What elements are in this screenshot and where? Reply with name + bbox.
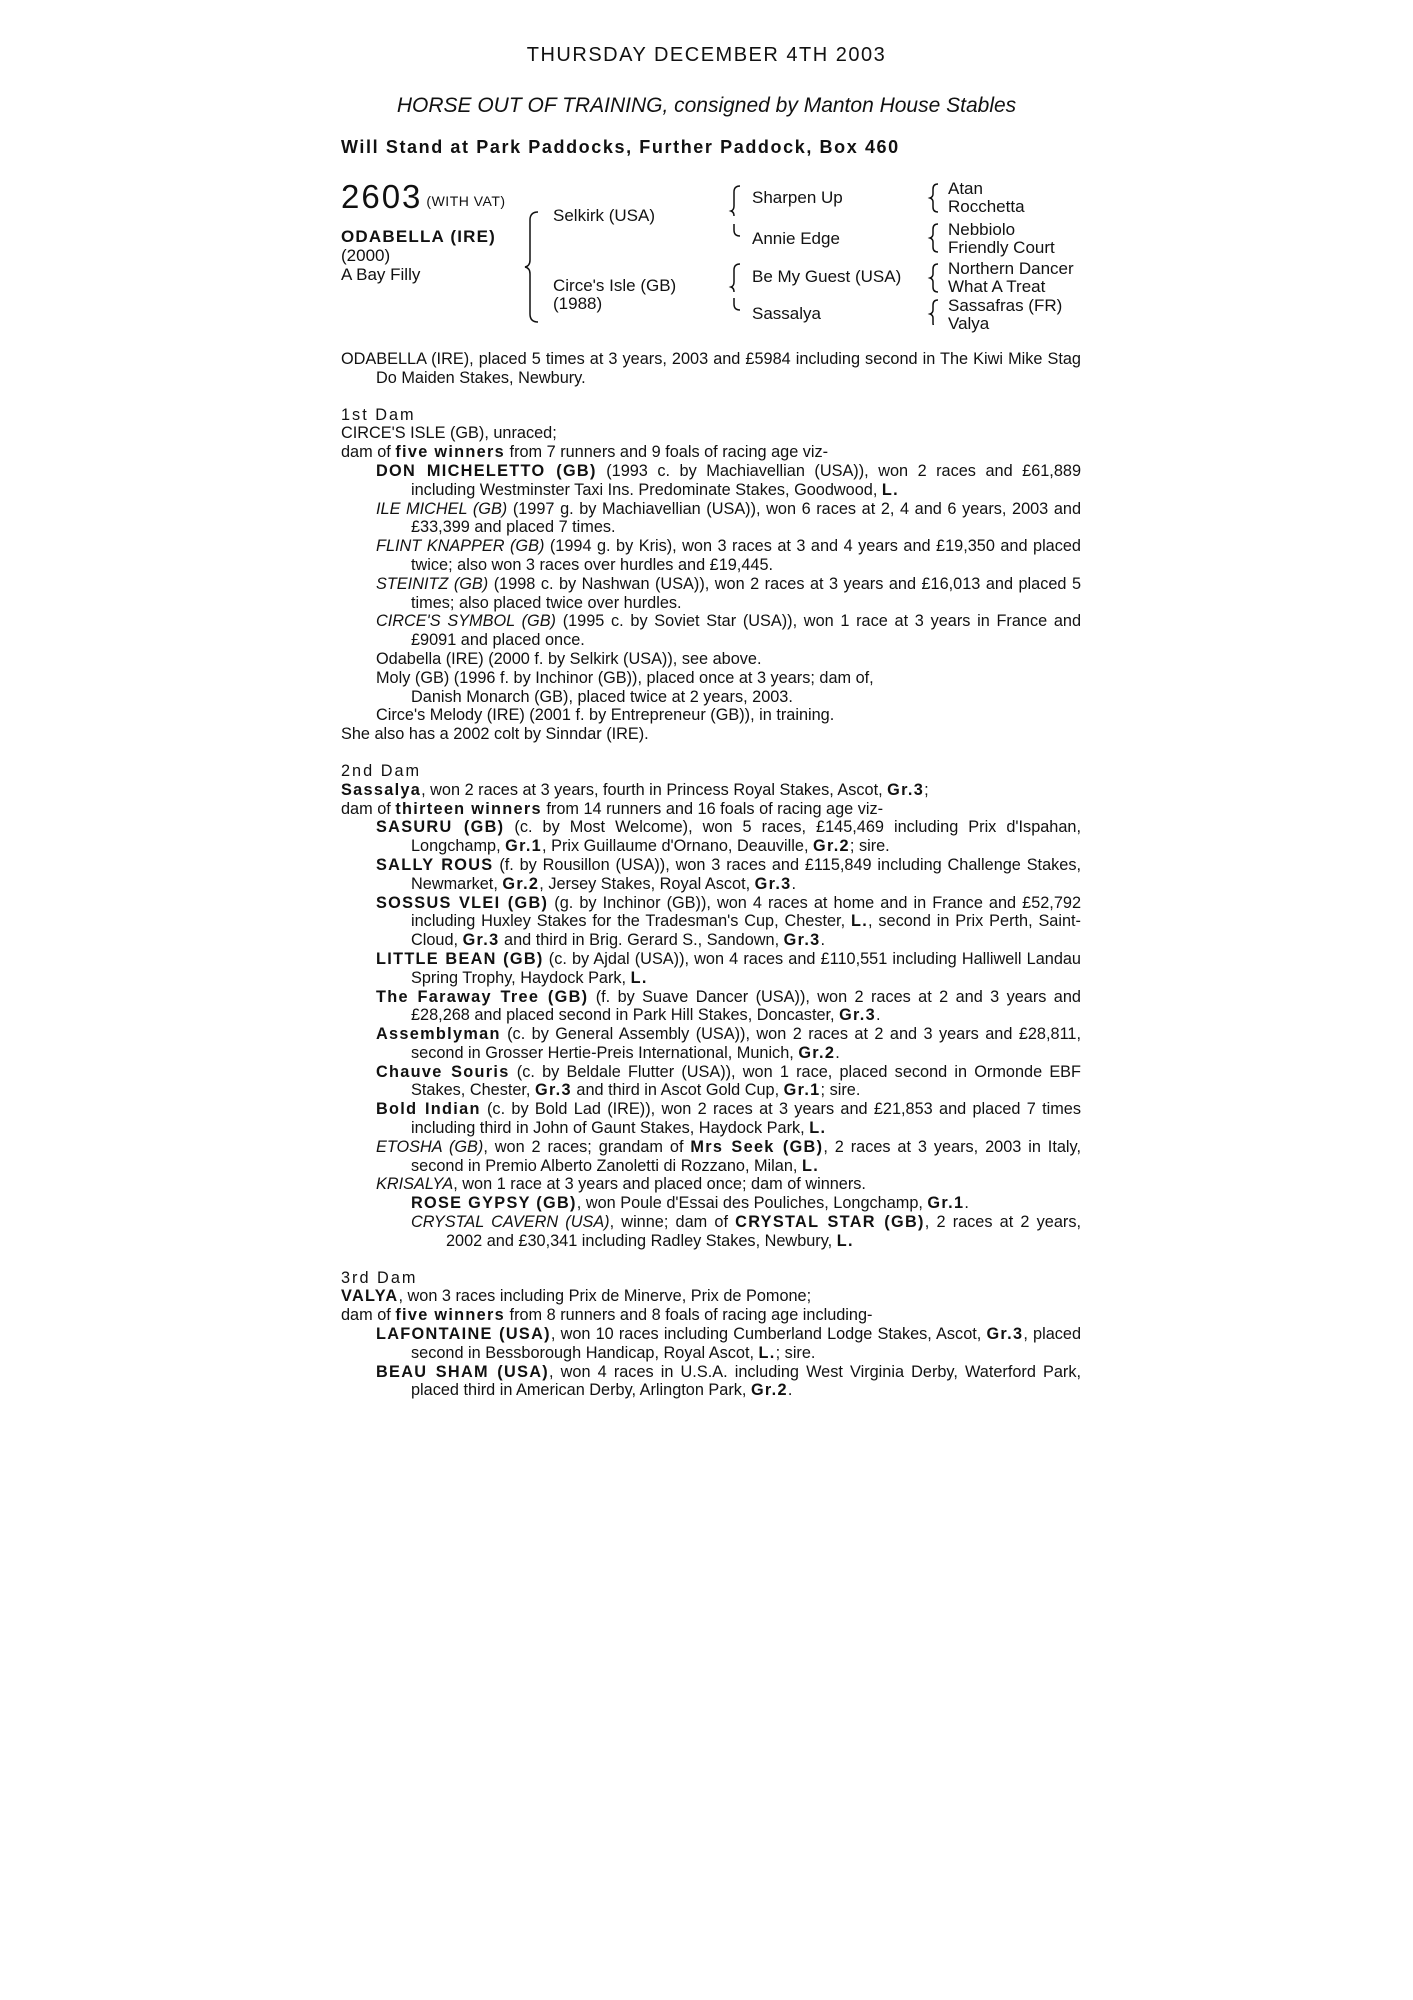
second-dam-line: Sassalya, won 2 races at 3 years, fourth in Princess Royal Stakes, Ascot, Gr.3; bbox=[341, 780, 929, 799]
produce-entry: SALLY ROUS (f. by Rousillon (USA)), won 3 races and £115,849 including Challenge Stakes, Newmarket, Gr.2, Jersey Stakes, Royal Ascot, Gr.3. bbox=[376, 855, 1081, 893]
produce-entry: Chauve Souris (c. by Beldale Flutter (USA)), won 1 race, placed second in Ormonde EBF Stakes, Chester, Gr.3 and third in Ascot Gold Cup, Gr.1; sire. bbox=[376, 1062, 1081, 1100]
pedigree-dam-sire: Be My Guest (USA) bbox=[752, 267, 902, 286]
consignment-line: HORSE OUT OF TRAINING, consigned by Manton House Stables bbox=[396, 94, 1017, 117]
produce-entry: Odabella (IRE) (2000 f. by Selkirk (USA)), see above. bbox=[376, 649, 762, 668]
stand-location: Will Stand at Park Paddocks, Further Paddock, Box 460 bbox=[341, 137, 900, 157]
produce-entry-sub: Danish Monarch (GB), placed twice at 2 years, 2003. bbox=[411, 687, 793, 706]
catalogue-body bbox=[341, 350, 1081, 1400]
produce-entry: The Faraway Tree (GB) (f. by Suave Dancer (USA)), won 2 races at 2 and 3 years and £28,268 and placed second in Park Hill Stakes, Doncaster, Gr.3. bbox=[376, 987, 1081, 1025]
produce-entry: ILE MICHEL (GB) (1997 g. by Machiavellian (USA)), won 6 races at 2, 4 and 6 years, 2003 and £33,399 and placed 7 times. bbox=[376, 499, 1081, 537]
horse-name: ODABELLA (IRE) bbox=[341, 227, 496, 246]
pedigree-dam-dam: Sassalya bbox=[752, 304, 821, 323]
produce-entry: Moly (GB) (1996 f. by Inchinor (GB)), placed once at 3 years; dam of, bbox=[376, 668, 874, 687]
produce-entry: BEAU SHAM (USA), won 4 races in U.S.A. including West Virginia Derby, Waterford Park, placed third in American Derby, Arlington Park, Gr.2. bbox=[376, 1362, 1081, 1400]
produce-entry: Bold Indian (c. by Bold Lad (IRE)), won 2 races at 3 years and £21,853 and placed 7 times including third in John of Gaunt Stakes, Haydock Park, L. bbox=[376, 1100, 1082, 1138]
pedigree-dsd: What A Treat bbox=[948, 277, 1046, 296]
produce-entry: ETOSHA (GB), won 2 races; grandam of Mrs Seek (GB), 2 races at 3 years, 2003 in Italy, second in Premio Alberto Zanoletti di Rozzano, Milan, L. bbox=[376, 1137, 1081, 1175]
pedigree-dam-name: Circe's Isle (GB) bbox=[553, 276, 677, 295]
pedigree-dam bbox=[553, 277, 676, 313]
produce-entry: Assemblyman (c. by General Assembly (USA)), won 2 races at 2 and 3 years and £28,811, second in Grosser Hertie-Preis International, Munich, Gr.2. bbox=[376, 1025, 1081, 1062]
produce-entry: LITTLE BEAN (GB) (c. by Ajdal (USA)), won 4 races and £110,551 including Halliwell Landau Spring Trophy, Haydock Park, L. bbox=[376, 949, 1081, 987]
pedigree-sire: Selkirk (USA) bbox=[553, 206, 656, 225]
third-dam-heading: 3rd Dam bbox=[341, 1268, 418, 1287]
lot-number bbox=[341, 178, 506, 216]
produce-entry: FLINT KNAPPER (GB) (1994 g. by Kris), won 3 races at 3 and 4 years and £19,350 and placed twice; also won 3 races over hurdles and £19,445. bbox=[376, 537, 1081, 574]
first-dam-produce-summary: dam of five winners from 7 runners and 9 foals of racing age viz- bbox=[341, 443, 829, 462]
pedigree-ssd: Rocchetta bbox=[948, 197, 1025, 216]
pedigree-dss: Northern Dancer bbox=[948, 259, 1074, 278]
produce-entry: DON MICHELETTO (GB) (1993 c. by Machiavellian (USA)), won 2 races and £61,889 including Westminster Taxi Ins. Predominate Stakes, Goodwood, L. bbox=[376, 461, 1081, 499]
sale-date: THURSDAY DECEMBER 4TH 2003 bbox=[526, 44, 887, 66]
produce-entry-sub: ROSE GYPSY (GB), won Poule d'Essai des Pouliches, Longchamp, Gr.1. bbox=[411, 1194, 969, 1213]
produce-entry: SOSSUS VLEI (GB) (g. by Inchinor (GB)), won 4 races at home and in France and £52,792 including Huxley Stakes for the Tradesman's Cup, Chester, L., second in Prix Perth, Saint-Cloud, Gr.3 and third in Brig. Gerard S., Sandown, Gr.3. bbox=[376, 893, 1081, 950]
pedigree-sire-sire: Sharpen Up bbox=[752, 188, 843, 207]
produce-entry: LAFONTAINE (USA), won 10 races including Cumberland Lodge Stakes, Ascot, Gr.3, placed second in Bessborough Handicap, Royal Ascot, L.; sire. bbox=[376, 1325, 1081, 1362]
vat-note: (WITH VAT) bbox=[426, 193, 506, 209]
pedigree-dam-year: (1988) bbox=[553, 294, 603, 313]
second-dam-produce-summary: dam of thirteen winners from 14 runners and 16 foals of racing age viz- bbox=[341, 799, 884, 818]
produce-entry: Circe's Melody (IRE) (2001 f. by Entrepreneur (GB)), in training. bbox=[376, 706, 835, 725]
third-dam-line: VALYA, won 3 races including Prix de Minerve, Prix de Pomone; bbox=[341, 1287, 812, 1306]
produce-entry-sub: CRYSTAL CAVERN (USA), winne; dam of CRYSTAL STAR (GB), 2 races at 2 years, 2002 and £30,341 including Radley Stakes, Newbury, L. bbox=[411, 1213, 1081, 1250]
pedigree-sds: Nebbiolo bbox=[948, 220, 1016, 239]
produce-note: She also has a 2002 colt by Sinndar (IRE). bbox=[341, 725, 649, 744]
second-dam-heading: 2nd Dam bbox=[341, 761, 422, 780]
produce-entry: CIRCE'S SYMBOL (GB) (1995 c. by Soviet Star (USA)), won 1 race at 3 years in France and £9091 and placed once. bbox=[376, 612, 1082, 650]
third-dam-produce-summary: dam of five winners from 8 runners and 8 foals of racing age including- bbox=[341, 1306, 873, 1325]
first-dam-heading: 1st Dam bbox=[341, 405, 416, 424]
pedigree-ddd: Valya bbox=[948, 314, 990, 333]
intro-paragraph: ODABELLA (IRE), placed 5 times at 3 years, 2003 and £5984 including second in The Kiwi Mike Stag Do Maiden Stakes, Newbury. bbox=[341, 350, 1081, 387]
pedigree-dds: Sassafras (FR) bbox=[948, 296, 1063, 315]
pedigree-sss: Atan bbox=[948, 179, 983, 198]
first-dam-line: CIRCE'S ISLE (GB), unraced; bbox=[341, 424, 557, 443]
produce-entry: KRISALYA, won 1 race at 3 years and placed once; dam of winners. bbox=[376, 1175, 866, 1194]
horse-description: A Bay Filly bbox=[341, 265, 421, 284]
pedigree-sire-dam: Annie Edge bbox=[752, 229, 840, 248]
pedigree-sdd: Friendly Court bbox=[948, 238, 1055, 257]
horse-year: (2000) bbox=[341, 246, 391, 265]
lot-number-value: 2603 bbox=[341, 178, 423, 215]
produce-entry: SASURU (GB) (c. by Most Welcome), won 5 races, £145,469 including Prix d'Ispahan, Longchamp, Gr.1, Prix Guillaume d'Ornano, Deauville, Gr.2; sire. bbox=[376, 818, 1081, 856]
horse-details bbox=[341, 227, 496, 284]
produce-entry: STEINITZ (GB) (1998 c. by Nashwan (USA)), won 2 races at 3 years and £16,013 and placed 5 times; also placed twice over hurdles. bbox=[376, 574, 1081, 612]
